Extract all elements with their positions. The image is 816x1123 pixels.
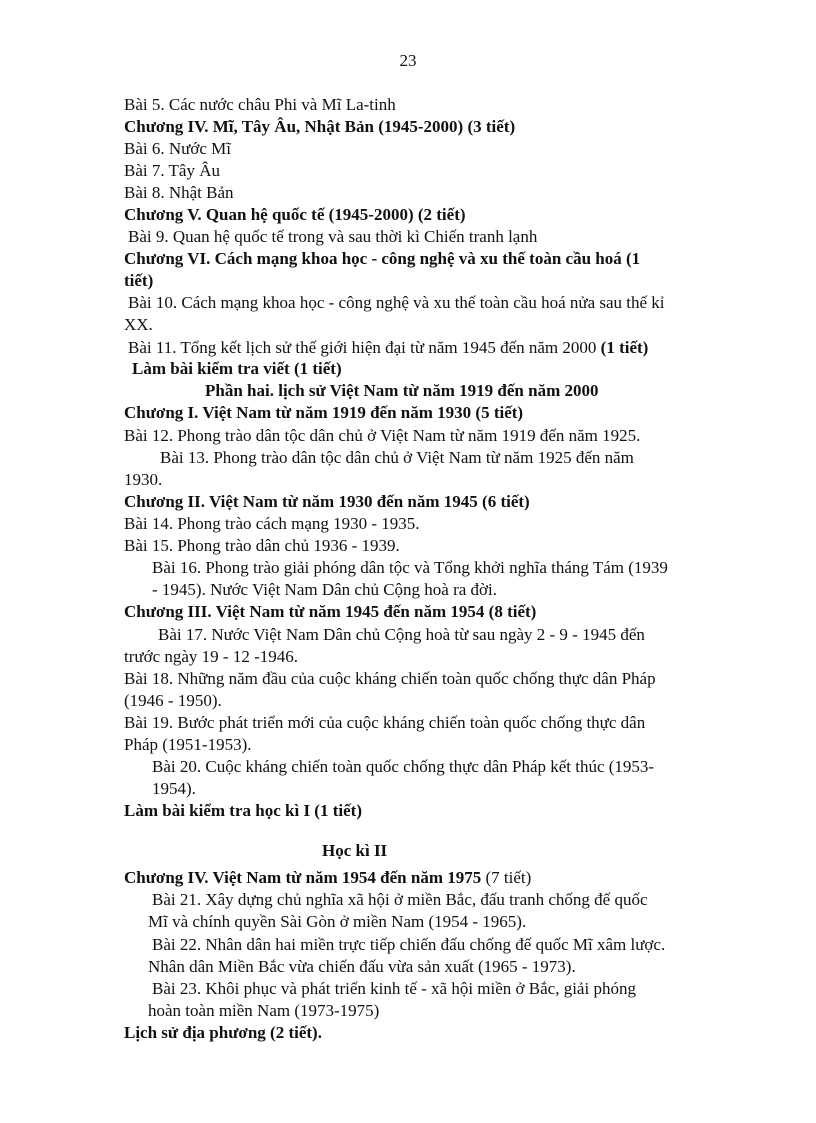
test-written: Làm bài kiểm tra viết (1 tiết) xyxy=(132,359,342,378)
lesson-21-cont: Mĩ và chính quyền Sài Gòn ở miền Nam (1954 - 1965). xyxy=(148,912,527,931)
lesson-10: Bài 10. Cách mạng khoa học - công nghệ và xu thế toàn cầu hoá nửa sau thế kỉ xyxy=(128,293,665,312)
semester-2-heading: Học kì II xyxy=(322,841,388,860)
lesson-18: Bài 18. Những năm đầu của cuộc kháng chiến toàn quốc chống thực dân Pháp xyxy=(124,669,656,688)
lesson-22: Bài 22. Nhân dân hai miền trực tiếp chiến đấu chống đế quốc Mĩ xâm lược. xyxy=(152,935,666,954)
chapter-4b-heading xyxy=(124,867,531,889)
lesson-20-cont: 1954). xyxy=(152,779,196,798)
chapter-4b-title: Chương IV. Việt Nam từ năm 1954 đến năm 1975 xyxy=(124,868,486,887)
lesson-17: Bài 17. Nước Việt Nam Dân chủ Cộng hoà từ sau ngày 2 - 9 - 1945 đến xyxy=(158,625,645,644)
page-number: 23 xyxy=(399,51,417,70)
part-two-heading: Phần hai. lịch sử Việt Nam từ năm 1919 đến năm 2000 xyxy=(205,381,599,400)
lesson-19-cont: Pháp (1951-1953). xyxy=(124,735,252,754)
lesson-10-cont: XX. xyxy=(124,315,153,334)
lesson-23-cont: hoàn toàn miền Nam (1973-1975) xyxy=(148,1001,380,1020)
lesson-6: Bài 6. Nước Mĩ xyxy=(124,139,231,158)
lesson-18-cont: (1946 - 1950). xyxy=(124,691,222,710)
chapter-1-heading: Chương I. Việt Nam từ năm 1919 đến năm 1930 (5 tiết) xyxy=(124,403,524,422)
lesson-11-periods: (1 tiết) xyxy=(600,338,649,357)
chapter-3-heading: Chương III. Việt Nam từ năm 1945 đến năm 1954 (8 tiết) xyxy=(124,602,537,621)
lesson-8: Bài 8. Nhật Bản xyxy=(124,183,234,202)
lesson-16-cont: - 1945). Nước Việt Nam Dân chủ Cộng hoà ra đời. xyxy=(152,580,498,599)
lesson-17-cont: trước ngày 19 - 12 -1946. xyxy=(124,647,299,666)
lesson-7: Bài 7. Tây Âu xyxy=(124,161,221,180)
test-semester-1: Làm bài kiểm tra học kì I (1 tiết) xyxy=(124,801,362,820)
chapter-2-heading: Chương II. Việt Nam từ năm 1930 đến năm 1945 (6 tiết) xyxy=(124,492,530,511)
lesson-11-text: Bài 11. Tổng kết lịch sử thế giới hiện đại từ năm 1945 đến năm 2000 xyxy=(128,338,601,357)
lesson-22-cont: Nhân dân Miền Bắc vừa chiến đấu vừa sản xuất (1965 - 1973). xyxy=(148,957,576,976)
chapter-6-heading: Chương VI. Cách mạng khoa học - công nghệ và xu thế toàn cầu hoá (1 xyxy=(124,249,641,268)
lesson-20: Bài 20. Cuộc kháng chiến toàn quốc chống thực dân Pháp kết thúc (1953- xyxy=(152,757,655,776)
lesson-5: Bài 5. Các nước châu Phi và Mĩ La-tinh xyxy=(124,95,396,114)
chapter-4-heading: Chương IV. Mĩ, Tây Âu, Nhật Bản (1945-2000) (3 tiết) xyxy=(124,117,516,136)
lesson-13-cont: 1930. xyxy=(124,470,163,489)
lesson-21: Bài 21. Xây dựng chủ nghĩa xã hội ở miền Bắc, đấu tranh chống đế quốc xyxy=(152,890,648,909)
lesson-12: Bài 12. Phong trào dân tộc dân chủ ở Việt Nam từ năm 1919 đến năm 1925. xyxy=(124,426,641,445)
lesson-23: Bài 23. Khôi phục và phát triển kinh tế - xã hội miền ở Bắc, giải phóng xyxy=(152,979,636,998)
chapter-6-heading-cont: tiết) xyxy=(124,271,154,290)
chapter-5-heading: Chương V. Quan hệ quốc tế (1945-2000) (2 tiết) xyxy=(124,205,466,224)
lesson-9: Bài 9. Quan hệ quốc tế trong và sau thời kì Chiến tranh lạnh xyxy=(128,227,538,246)
local-history: Lịch sử địa phương (2 tiết). xyxy=(124,1023,322,1042)
lesson-11 xyxy=(128,337,648,359)
chapter-4b-periods: (7 tiết) xyxy=(485,868,532,887)
lesson-16: Bài 16. Phong trào giải phóng dân tộc và Tổng khởi nghĩa tháng Tám (1939 xyxy=(152,558,668,577)
lesson-14: Bài 14. Phong trào cách mạng 1930 - 1935. xyxy=(124,514,420,533)
lesson-13: Bài 13. Phong trào dân tộc dân chủ ở Việt Nam từ năm 1925 đến năm xyxy=(160,448,634,467)
lesson-15: Bài 15. Phong trào dân chủ 1936 - 1939. xyxy=(124,536,400,555)
lesson-19: Bài 19. Bước phát triển mới của cuộc kháng chiến toàn quốc chống thực dân xyxy=(124,713,646,732)
